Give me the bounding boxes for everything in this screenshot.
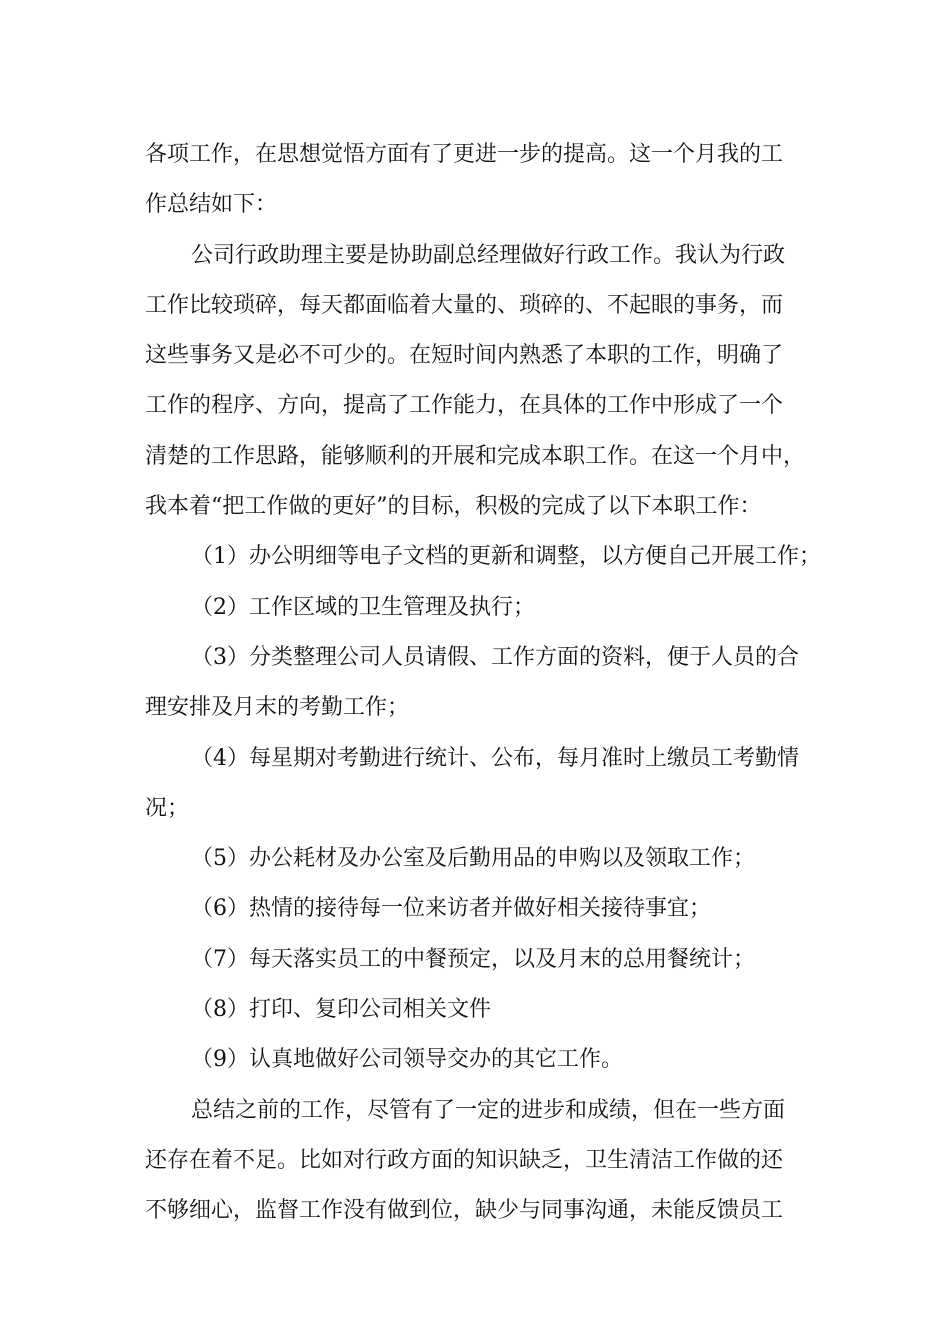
text-line: 各项工作，在思想觉悟方面有了更进一步的提高。这一个月我的工	[145, 142, 784, 167]
text-line: 不够细心，监督工作没有做到位，缺少与同事沟通，未能反馈员工	[145, 1198, 784, 1224]
text-line: （9）认真地做好公司领导交办的其它工作。	[191, 1047, 623, 1073]
text-line: 作总结如下：	[145, 192, 278, 218]
text-line: 清楚的工作思路，能够顺利的开展和完成本职工作。在这一个月中，	[145, 443, 806, 469]
text-line: （4）每星期对考勤进行统计、公布，每月准时上缴员工考勤情	[191, 745, 799, 771]
text-line: （6）热情的接待每一位来访者并做好相关接待事宜；	[191, 896, 711, 922]
text-line: 工作比较琐碎，每天都面临着大量的、琐碎的、不起眼的事务，而	[145, 292, 784, 318]
text-line: 我本着“把工作做的更好”的目标，积极的完成了以下本职工作：	[145, 494, 762, 520]
text-line: 工作的程序、方向，提高了工作能力，在具体的工作中形成了一个	[145, 393, 784, 419]
text-line: （1）办公明细等电子文档的更新和调整，以方便自己开展工作；	[191, 544, 821, 570]
text-line: 总结之前的工作，尽管有了一定的进步和成绩，但在一些方面	[191, 1097, 786, 1123]
text-line: 况；	[145, 795, 190, 821]
text-line: （3）分类整理公司人员请假、工作方面的资料，便于人员的合	[191, 644, 799, 670]
text-line: 还存在着不足。比如对行政方面的知识缺乏，卫生清洁工作做的还	[145, 1147, 784, 1173]
text-line: 公司行政助理主要是协助副总经理做好行政工作。我认为行政	[191, 242, 786, 268]
text-line: （2）工作区域的卫生管理及执行；	[191, 594, 535, 620]
text-line: 这些事务又是必不可少的。在短时间内熟悉了本职的工作，明确了	[145, 343, 784, 369]
text-line: （5）办公耗材及办公室及后勤用品的申购以及领取工作；	[191, 846, 755, 872]
text-line: （7）每天落实员工的中餐预定，以及月末的总用餐统计；	[191, 946, 755, 972]
text-line: （8）打印、复印公司相关文件	[191, 997, 491, 1023]
text-line: 理安排及月末的考勤工作；	[145, 695, 410, 721]
document-body	[145, 130, 821, 1237]
